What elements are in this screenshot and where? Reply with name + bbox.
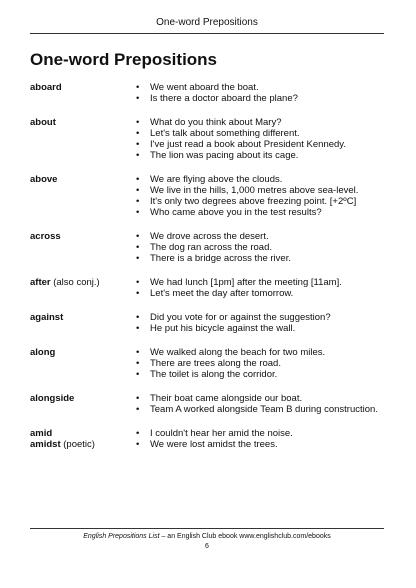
term-line: [30, 428, 136, 439]
preposition-word: alongside: [30, 393, 75, 404]
page-number: 6: [205, 543, 209, 550]
example-list: [136, 393, 390, 415]
example-list: [136, 117, 390, 161]
example-sentence: • The dog ran across the road.: [136, 242, 390, 253]
preposition-term: [30, 82, 136, 93]
preposition-list: [30, 82, 390, 463]
example-list: [136, 174, 390, 218]
footer-source: – an English Club ebook www.englishclub.com/ebooks: [159, 533, 331, 540]
preposition-word: after: [30, 277, 51, 288]
preposition-word: across: [30, 231, 61, 242]
preposition-entry-alongside: [30, 393, 390, 415]
example-list: [136, 277, 390, 299]
example-sentence: • Is there a doctor aboard the plane?: [136, 93, 390, 104]
term-line: [30, 231, 136, 242]
header-divider: [30, 33, 384, 34]
preposition-word: against: [30, 312, 64, 323]
preposition-entry-aboard: [30, 82, 390, 104]
preposition-word: above: [30, 174, 58, 185]
footer-book-title: English Prepositions List: [83, 533, 160, 540]
term-line: [30, 312, 136, 323]
footer-divider: [30, 528, 384, 529]
preposition-word: along: [30, 347, 56, 358]
preposition-entry-across: [30, 231, 390, 264]
example-sentence: • The lion was pacing about its cage.: [136, 150, 390, 161]
example-sentence: • We were lost amidst the trees.: [136, 439, 390, 450]
preposition-note: (poetic): [60, 439, 95, 450]
running-header: One-word Prepositions: [156, 17, 258, 28]
preposition-entry-above: [30, 174, 390, 218]
preposition-word: amidst: [30, 439, 61, 450]
term-line: [30, 117, 136, 128]
preposition-word: amid: [30, 428, 53, 439]
example-sentence: • Team A worked alongside Team B during construction.: [136, 404, 390, 415]
example-sentence: • We drove across the desert.: [136, 231, 390, 242]
example-list: [136, 428, 390, 450]
example-sentence: • It's only two degrees above freezing point. [+2ºC]: [136, 196, 390, 207]
term-line: [30, 393, 136, 404]
preposition-word: aboard: [30, 82, 62, 93]
example-sentence: • There is a bridge across the river.: [136, 253, 390, 264]
example-sentence: • Let's talk about something different.: [136, 128, 390, 139]
term-line: [30, 439, 136, 450]
example-sentence: • Their boat came alongside our boat.: [136, 393, 390, 404]
example-sentence: • We went aboard the boat.: [136, 82, 390, 93]
preposition-term: [30, 428, 136, 450]
example-sentence: • We had lunch [1pm] after the meeting [11am].: [136, 277, 390, 288]
preposition-term: [30, 231, 136, 242]
example-sentence: • Did you vote for or against the suggestion?: [136, 312, 390, 323]
preposition-entry-about: [30, 117, 390, 161]
example-sentence: • The toilet is along the corridor.: [136, 369, 390, 380]
preposition-note: (also conj.): [50, 277, 100, 288]
preposition-term: [30, 312, 136, 323]
term-line: [30, 82, 136, 93]
page-title: One-word Prepositions: [30, 50, 218, 69]
example-list: [136, 82, 390, 104]
example-list: [136, 231, 390, 264]
preposition-term: [30, 393, 136, 404]
example-sentence: • Let's meet the day after tomorrow.: [136, 288, 390, 299]
example-sentence: • What do you think about Mary?: [136, 117, 390, 128]
example-sentence: • We walked along the beach for two miles.: [136, 347, 390, 358]
preposition-entry-amid: [30, 428, 390, 450]
example-sentence: • I've just read a book about President Kennedy.: [136, 139, 390, 150]
example-sentence: • I couldn't hear her amid the noise.: [136, 428, 390, 439]
preposition-entry-along: [30, 347, 390, 380]
preposition-entry-against: [30, 312, 390, 334]
example-list: [136, 347, 390, 380]
preposition-word: about: [30, 117, 56, 128]
example-sentence: • Who came above you in the test results?: [136, 207, 390, 218]
preposition-term: [30, 117, 136, 128]
example-sentence: • He put his bicycle against the wall.: [136, 323, 390, 334]
example-list: [136, 312, 390, 334]
example-sentence: • We are flying above the clouds.: [136, 174, 390, 185]
preposition-entry-after: [30, 277, 390, 299]
example-sentence: • There are trees along the road.: [136, 358, 390, 369]
term-line: [30, 277, 136, 288]
footer-credit: [30, 532, 384, 541]
term-line: [30, 174, 136, 185]
term-line: [30, 347, 136, 358]
preposition-term: [30, 277, 136, 288]
preposition-term: [30, 174, 136, 185]
example-sentence: • We live in the hills, 1,000 metres above sea-level.: [136, 185, 390, 196]
preposition-term: [30, 347, 136, 358]
